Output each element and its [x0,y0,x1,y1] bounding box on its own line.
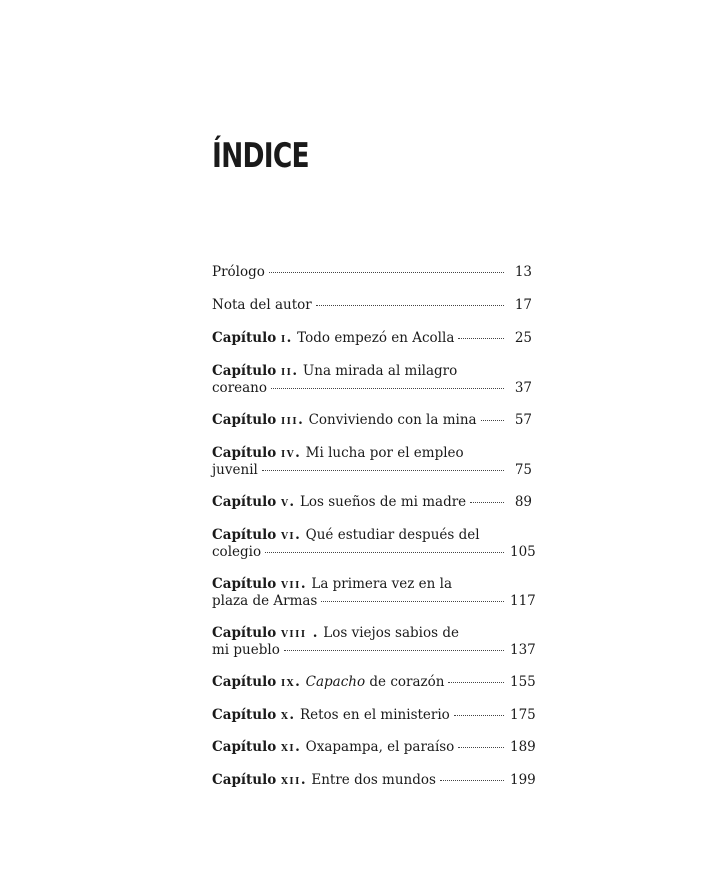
toc-entry[interactable] [212,674,536,691]
toc-entry-title-continuation: plaza de Armas [212,593,318,609]
page-number: 189 [510,739,536,755]
chapter-word: Capítulo [212,494,281,510]
dot-leader [470,502,504,503]
page-number: 57 [514,412,532,428]
chapter-number: i. [280,330,293,346]
toc-entry-title-continuation: mi pueblo [212,642,280,658]
toc-entry-title: Capítulo viii . Los viejos sabios de [212,625,459,641]
chapter-word: Capítulo [212,445,281,461]
toc-entry-title-continuation: coreano [212,380,268,396]
chapter-word: Capítulo [212,739,281,755]
toc-entry-title: Capítulo ii. Una mirada al milagro [212,363,458,379]
toc-entry[interactable] [212,445,532,479]
page-number: 17 [514,297,532,313]
page-number: 117 [510,593,536,609]
chapter-number: xi. [280,739,302,755]
toc-entry[interactable] [212,264,532,281]
chapter-number: ii. [280,363,299,379]
dot-leader [321,601,504,602]
dot-leader [269,272,504,273]
toc-entry-title: Capítulo xi. Oxapampa, el paraíso [212,739,455,755]
toc-entry-title-continuation: juvenil [212,462,258,478]
dot-leader [481,420,504,421]
page-number: 13 [514,264,532,280]
dot-leader [265,552,504,553]
chapter-number: v. [280,494,296,510]
dot-leader [284,650,504,651]
toc-entry-title: Capítulo iv. Mi lucha por el empleo [212,445,464,461]
dot-leader [454,715,504,716]
page-number: 155 [510,674,536,690]
chapter-number: ix. [280,674,302,690]
toc-entry-title: Nota del autor [212,297,312,313]
toc-entry[interactable] [212,297,532,314]
page-number: 175 [510,707,536,723]
toc-entry[interactable] [212,576,536,610]
toc-entry-title: Capítulo x. Retos en el ministerio [212,707,450,723]
toc-entry-title: Capítulo iii. Conviviendo con la mina [212,412,477,428]
toc-entry[interactable] [212,412,532,429]
chapter-word: Capítulo [212,707,281,723]
page-number: 137 [510,642,536,658]
toc-entry[interactable] [212,494,532,511]
chapter-number: vii. [280,576,308,592]
toc-entry[interactable] [212,527,536,561]
chapter-number: x. [280,707,296,723]
page-title: ÍNDICE [212,136,309,176]
toc-entry-title: Capítulo ix. Capacho de corazón [212,674,445,690]
chapter-word: Capítulo [212,625,281,641]
chapter-number: iii. [280,412,305,428]
toc-entry[interactable] [212,739,536,756]
toc-entry-title: Capítulo vi. Qué estudiar después del [212,527,480,543]
toc-entry[interactable] [212,707,536,724]
page-number: 89 [514,494,532,510]
chapter-number: xii. [280,772,308,788]
chapter-word: Capítulo [212,330,281,346]
toc-entry-title: Capítulo i. Todo empezó en Acolla [212,330,455,346]
chapter-word: Capítulo [212,363,281,379]
toc-entry[interactable] [212,330,532,347]
dot-leader [458,338,504,339]
toc-entry-title: Capítulo v. Los sueños de mi madre [212,494,467,510]
toc-entry-title-continuation: colegio [212,544,262,560]
page-number: 37 [514,380,532,396]
dot-leader [458,747,504,748]
page-number: 25 [514,330,532,346]
toc-entry[interactable] [212,363,532,397]
toc-entry-title: Prólogo [212,264,265,280]
dot-leader [448,682,504,683]
dot-leader [440,780,504,781]
chapter-word: Capítulo [212,674,281,690]
chapter-word: Capítulo [212,576,281,592]
chapter-number: iv. [280,445,302,461]
chapter-word: Capítulo [212,527,281,543]
chapter-word: Capítulo [212,412,281,428]
dot-leader [262,470,504,471]
italic-word: Capacho [305,674,366,690]
page-number: 105 [510,544,536,560]
dot-leader [316,305,504,306]
page-number: 75 [514,462,532,478]
page-number: 199 [510,772,536,788]
chapter-word: Capítulo [212,772,281,788]
toc-entry-title: Capítulo xii. Entre dos mundos [212,772,436,788]
chapter-number: viii . [280,625,319,641]
toc-entry-title: Capítulo vii. La primera vez en la [212,576,453,592]
chapter-number: vi. [280,527,302,543]
toc-entry[interactable] [212,625,536,659]
toc-entry[interactable] [212,772,536,789]
dot-leader [271,388,504,389]
